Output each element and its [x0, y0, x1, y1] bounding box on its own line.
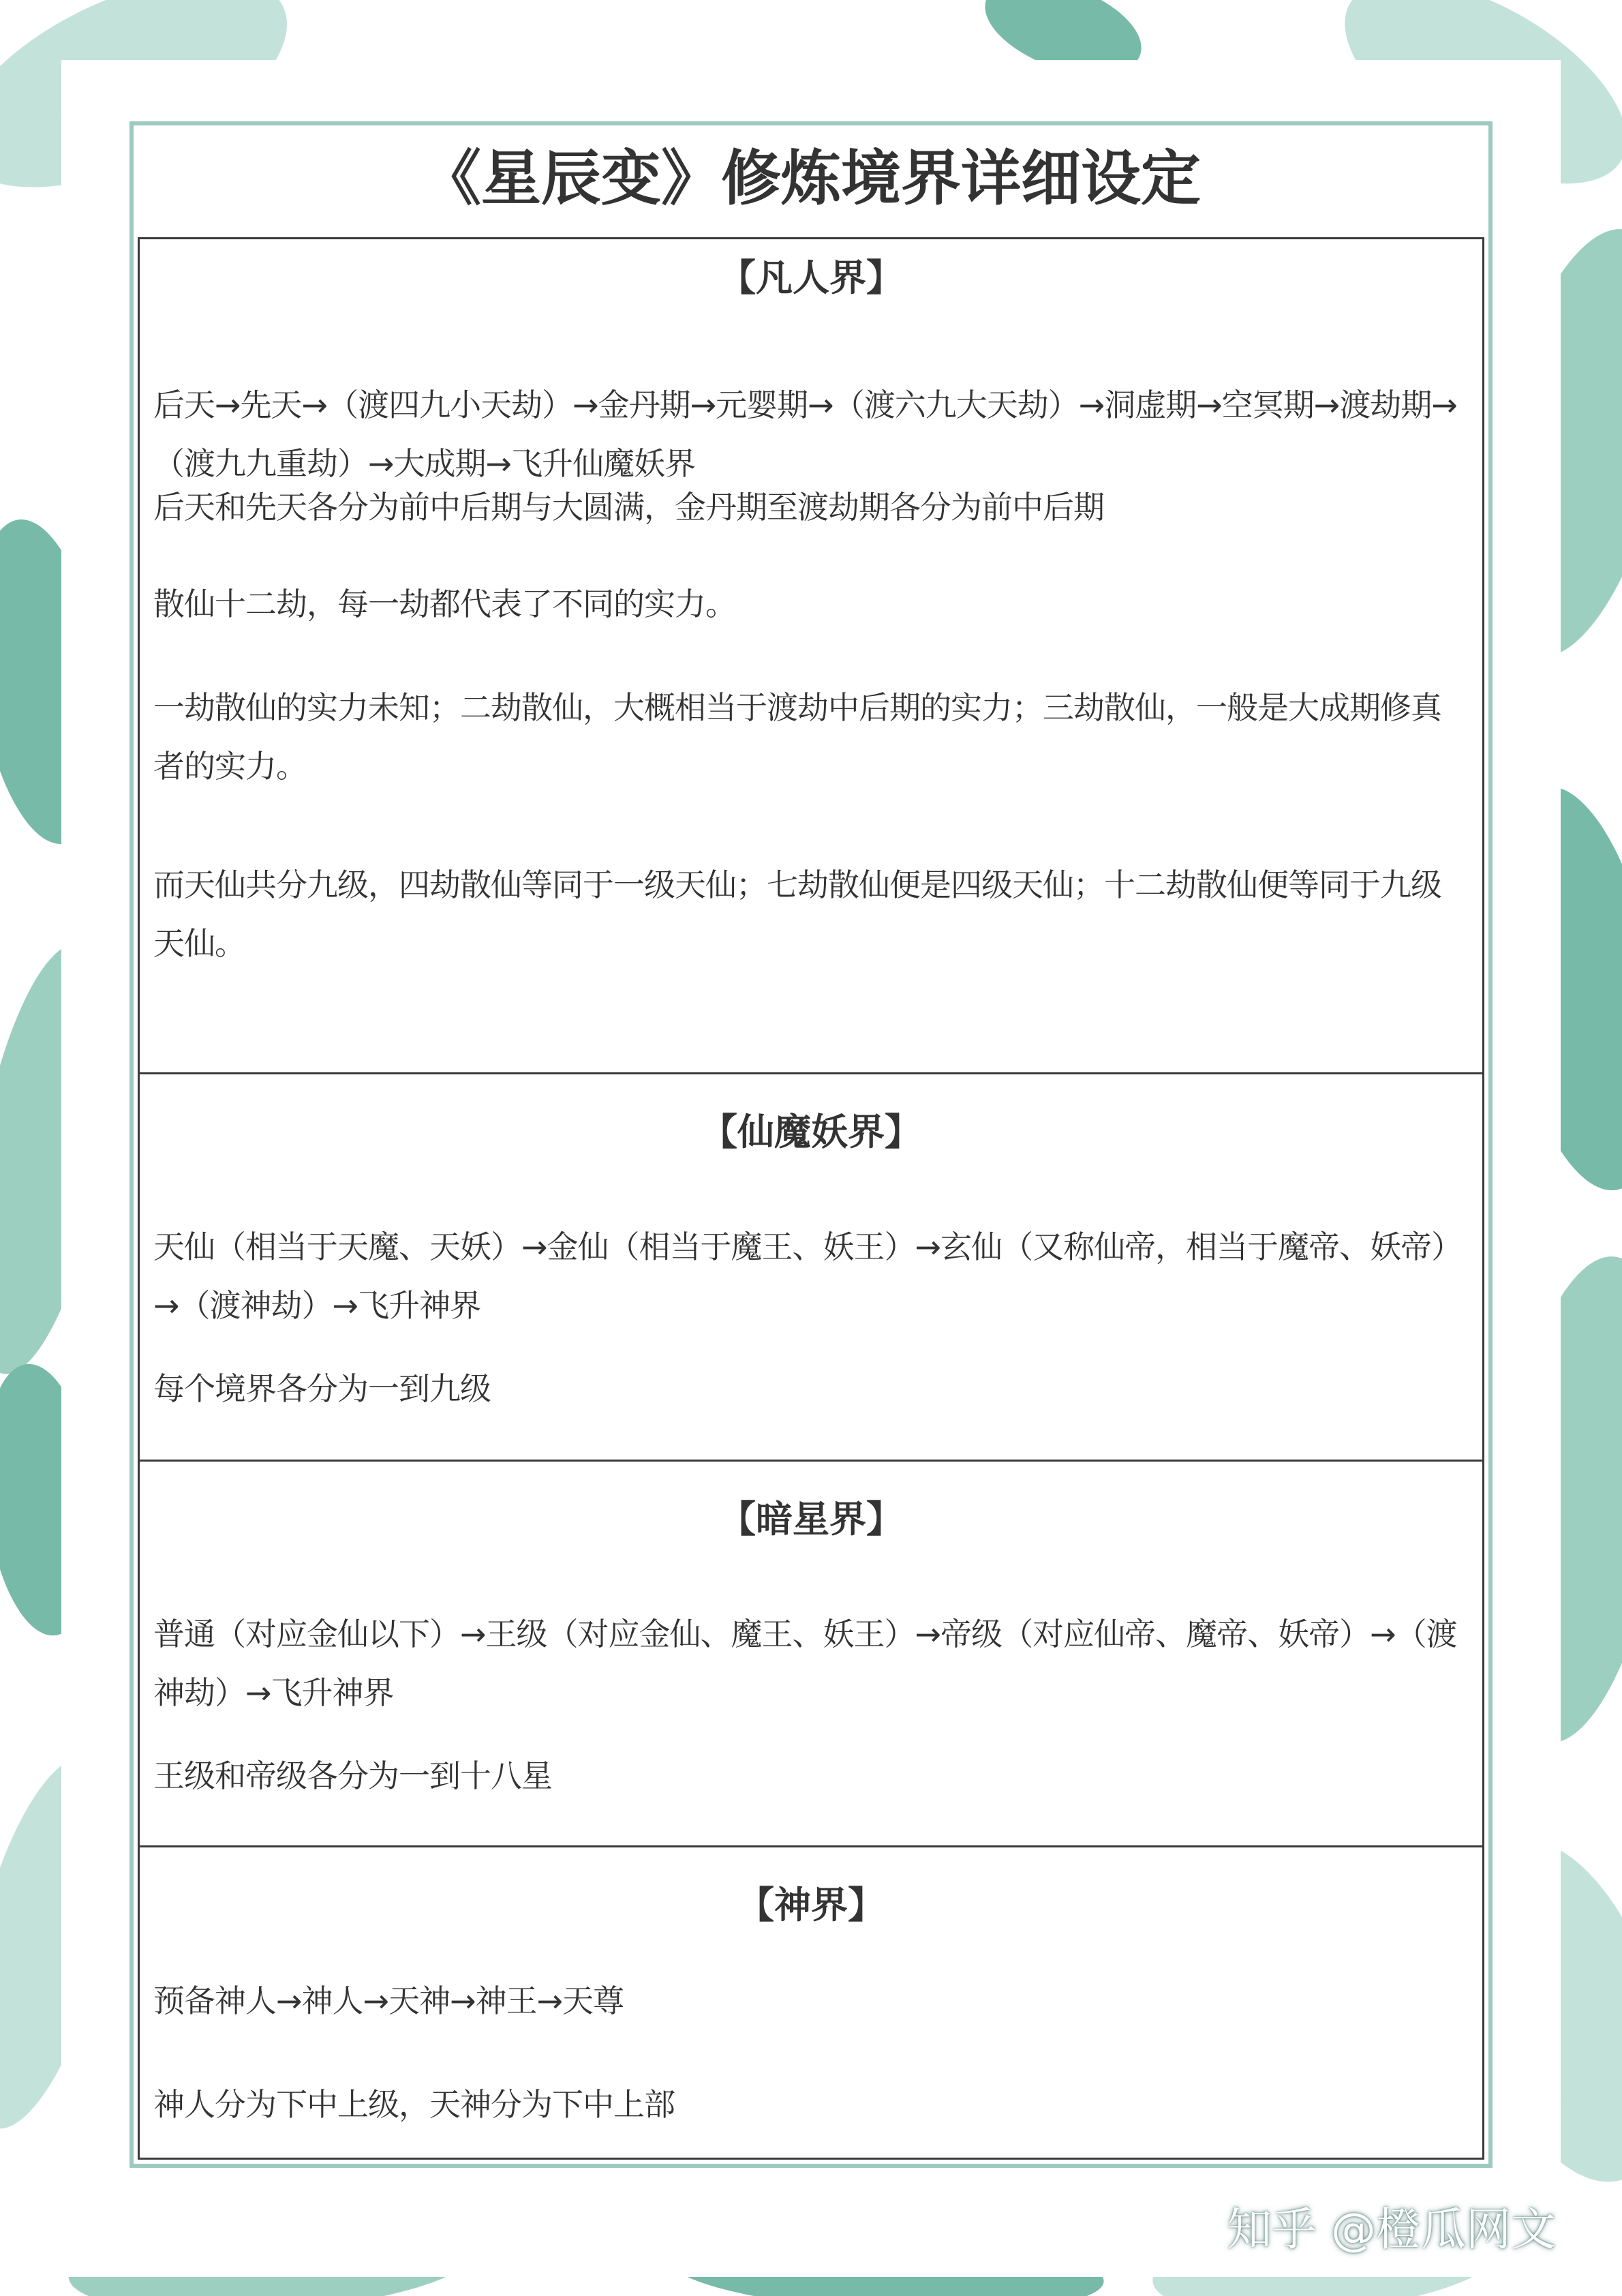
paragraph: 每个境界各分为一到九级 — [153, 1370, 491, 1407]
section-immortal-realm — [140, 1072, 1482, 1460]
section-heading: 【仙魔妖界】 — [701, 1111, 921, 1153]
settings-card — [129, 121, 1493, 2168]
paragraph: 后天和先天各分为前中后期与大圆满，金丹期至渡劫期各分为前中后期 — [153, 489, 1104, 526]
watermark: 知乎 @橙瓜网文 — [1227, 2203, 1556, 2256]
paragraph: 天仙（相当于天魔、天妖）→金仙（相当于魔王、妖王）→玄仙（又称仙帝，相当于魔帝、妖帝）→（渡神劫）→飞升神界 — [153, 1228, 1463, 1324]
section-mortal-realm — [140, 239, 1482, 1072]
paragraph: 预备神人→神人→天神→神王→天尊 — [153, 1982, 624, 2019]
card-content — [138, 237, 1484, 2160]
section-heading: 【神界】 — [737, 1884, 885, 1927]
section-heading: 【暗星界】 — [719, 1498, 903, 1541]
section-dark-star-realm — [140, 1460, 1482, 1845]
paragraph: 普通（对应金仙以下）→王级（对应金仙、魔王、妖王）→帝级（对应仙帝、魔帝、妖帝）→（渡神劫）→飞升神界 — [153, 1616, 1457, 1711]
paragraph: 神人分为下中上级，天神分为下中上部 — [153, 2086, 675, 2123]
paragraph: 而天仙共分九级，四劫散仙等同于一级天仙；七劫散仙便是四级天仙；十二劫散仙便等同于九级天仙。 — [153, 866, 1441, 962]
paragraph: 一劫散仙的实力未知；二劫散仙，大概相当于渡劫中后期的实力；三劫散仙，一般是大成期修真者的实力。 — [153, 689, 1441, 785]
paragraph: 后天→先天→（渡四九小天劫）→金丹期→元婴期→（渡六九大天劫）→洞虚期→空冥期→渡劫期→（渡九九重劫）→大成期→飞升仙魔妖界 — [153, 387, 1457, 482]
section-heading: 【凡人界】 — [719, 256, 903, 299]
paragraph: 王级和帝级各分为一到十八星 — [153, 1757, 552, 1794]
paragraph: 散仙十二劫，每一劫都代表了不同的实力。 — [153, 586, 736, 622]
section-divine-realm — [140, 1845, 1482, 2166]
page-title: 《星辰变》修炼境界详细设定 — [420, 143, 1201, 213]
